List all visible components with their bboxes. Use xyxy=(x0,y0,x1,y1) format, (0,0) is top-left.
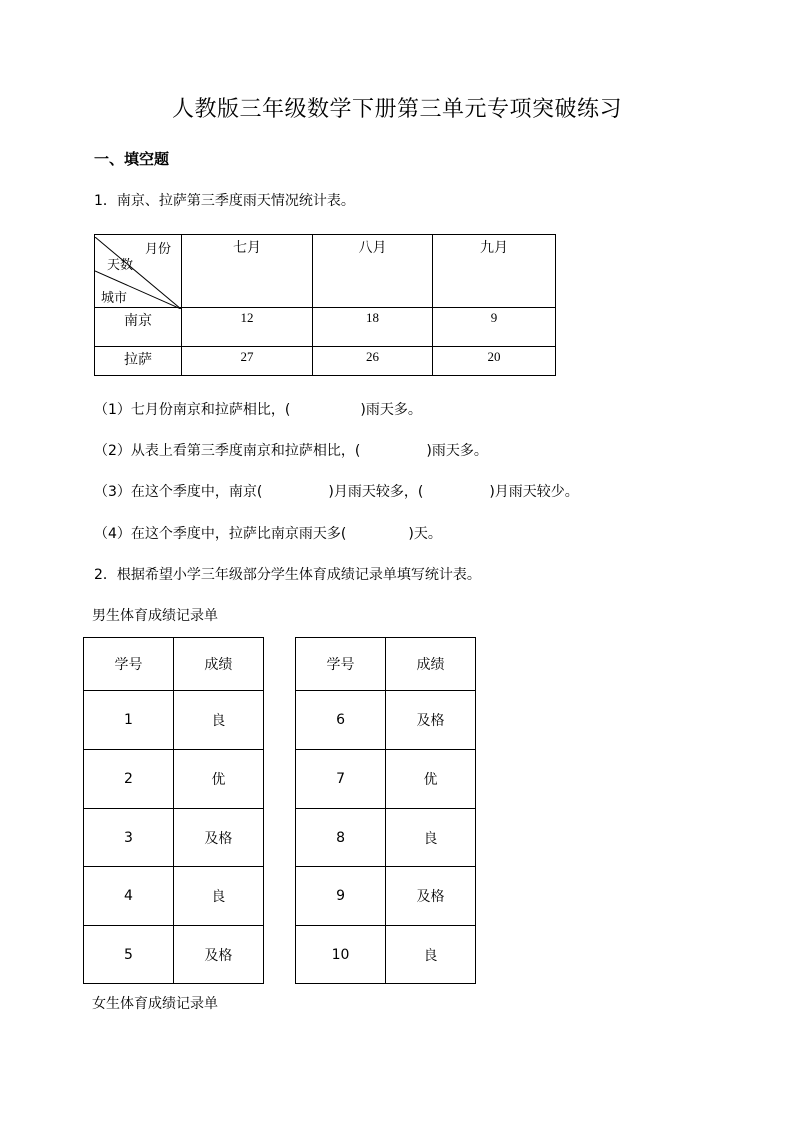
column-header: 学号 xyxy=(84,638,174,691)
sub-question-text: （3）在这个季度中，南京( xyxy=(94,484,263,500)
sub-question-text: （2）从表上看第三季度南京和拉萨相比，( xyxy=(94,443,361,459)
table-gap xyxy=(263,638,295,984)
boys-record-caption: 男生体育成绩记录单 xyxy=(92,608,218,624)
grade-cell: 良 xyxy=(386,926,476,984)
table-header-row xyxy=(84,638,476,691)
diagonal-header-cell xyxy=(95,235,182,308)
column-header: 成绩 xyxy=(386,638,476,691)
rain-days-table xyxy=(94,234,556,376)
month-header: 八月 xyxy=(312,235,432,308)
student-id-cell: 6 xyxy=(296,691,386,750)
sub-question-text: )月雨天较少。 xyxy=(489,484,579,500)
student-id-cell: 1 xyxy=(84,691,174,750)
grade-cell: 优 xyxy=(173,750,263,809)
city-cell: 南京 xyxy=(95,308,182,347)
value-cell: 20 xyxy=(432,347,555,376)
student-id-cell: 10 xyxy=(296,926,386,984)
grade-cell: 良 xyxy=(173,867,263,926)
column-header: 学号 xyxy=(296,638,386,691)
sub-question-text: )天。 xyxy=(408,526,442,542)
value-cell: 12 xyxy=(182,308,313,347)
student-id-cell: 3 xyxy=(84,809,174,867)
grade-cell: 良 xyxy=(173,691,263,750)
grade-cell: 及格 xyxy=(173,809,263,867)
section-heading: 一、填空题 xyxy=(94,150,170,168)
sub-question-1 xyxy=(94,399,422,419)
diag-label-month: 月份 xyxy=(145,242,172,257)
page-title: 人教版三年级数学下册第三单元专项突破练习 xyxy=(171,97,622,122)
city-cell: 拉萨 xyxy=(95,347,182,376)
grade-cell: 及格 xyxy=(386,867,476,926)
student-id-cell: 2 xyxy=(84,750,174,809)
student-id-cell: 5 xyxy=(84,926,174,984)
sub-question-4 xyxy=(94,523,442,543)
student-id-cell: 4 xyxy=(84,867,174,926)
value-cell: 27 xyxy=(182,347,313,376)
table-row xyxy=(95,347,556,376)
sub-question-text: （1）七月份南京和拉萨相比，( xyxy=(94,402,291,418)
boys-record-table xyxy=(83,637,476,984)
value-cell: 18 xyxy=(312,308,432,347)
girls-record-caption: 女生体育成绩记录单 xyxy=(92,996,218,1012)
sub-question-text: )雨天多。 xyxy=(426,443,488,459)
sub-question-text: )雨天多。 xyxy=(360,402,422,418)
value-cell: 9 xyxy=(432,308,555,347)
sub-question-3 xyxy=(94,481,579,501)
table-row xyxy=(95,308,556,347)
month-header: 九月 xyxy=(432,235,555,308)
diag-label-days: 天数 xyxy=(107,258,134,273)
question-1-prompt: 1．南京、拉萨第三季度雨天情况统计表。 xyxy=(94,193,355,209)
value-cell: 26 xyxy=(312,347,432,376)
column-header: 成绩 xyxy=(173,638,263,691)
grade-cell: 及格 xyxy=(386,691,476,750)
grade-cell: 良 xyxy=(386,809,476,867)
student-id-cell: 9 xyxy=(296,867,386,926)
student-id-cell: 7 xyxy=(296,750,386,809)
grade-cell: 优 xyxy=(386,750,476,809)
month-header: 七月 xyxy=(182,235,313,308)
sub-question-text: （4）在这个季度中，拉萨比南京雨天多( xyxy=(94,526,347,542)
question-2-prompt: 2．根据希望小学三年级部分学生体育成绩记录单填写统计表。 xyxy=(94,567,481,583)
diag-label-city: 城市 xyxy=(101,291,128,306)
student-id-cell: 8 xyxy=(296,809,386,867)
sub-question-2 xyxy=(94,440,488,460)
grade-cell: 及格 xyxy=(173,926,263,984)
sub-question-text: )月雨天较多，( xyxy=(328,484,424,500)
